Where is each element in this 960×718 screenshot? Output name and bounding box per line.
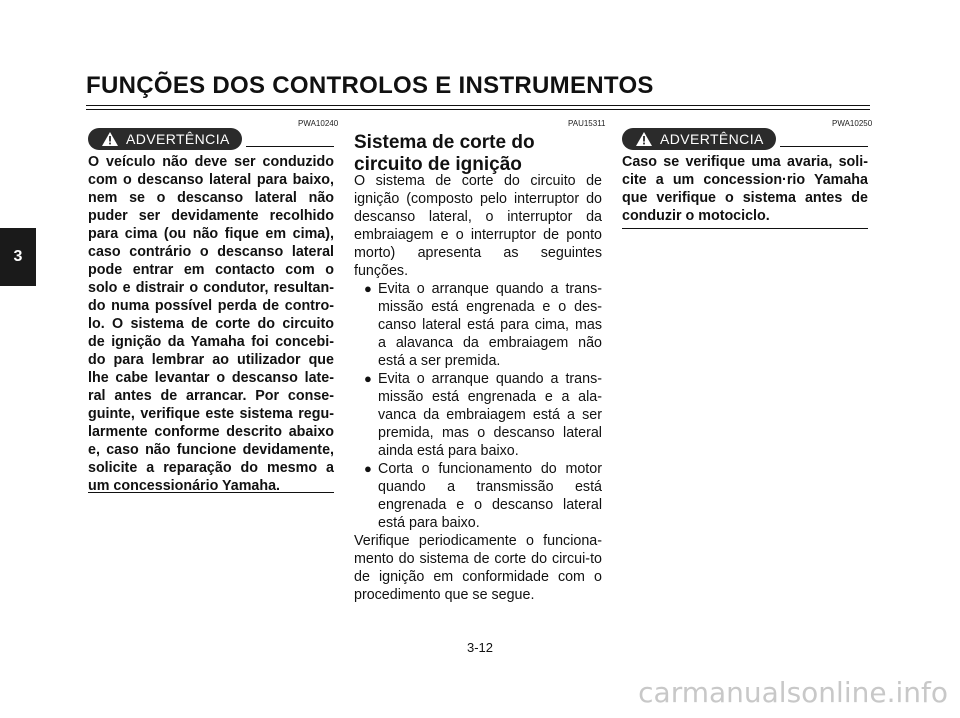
right-warning-badge [622, 128, 776, 150]
left-warning-badge [88, 128, 242, 150]
left-warning-label: ADVERTÊNCIA [126, 131, 230, 147]
page-number: 3-12 [466, 640, 494, 655]
function-list [354, 280, 602, 532]
list-item: ● Evita o arranque quando a trans-missão está engrenada e o des-canso lateral está para cima, mas a alavanca da embraiagem não está a ser premida. [364, 281, 602, 369]
left-warning-code: PWA10240 [298, 119, 339, 128]
section-body [354, 172, 602, 604]
left-warning-rule [246, 146, 334, 147]
warning-triangle-icon [102, 132, 118, 146]
right-warning-code: PWA10250 [832, 119, 873, 128]
bullet-icon: ● [364, 461, 372, 476]
list-item: ● Corta o funcionamento do motor quando a transmissão está engrenada e o descanso lateral está para baixo. [364, 461, 602, 531]
section-code: PAU15311 [568, 119, 606, 128]
left-warning-text: O veículo não deve ser conduzido com o descanso lateral para baixo, nem se o descanso lateral não puder ser devidamente recolhido para cima (ou não fique em cima), caso contrário o descanso lateral pode entrar em contacto com o solo e distrair o condutor, resultan-do numa possível perda de contro-lo. O sistema de corte do circuito de ignição da Yamaha foi concebi-do para lembrar ao utilizador que lhe cabe levantar o descanso late-ral antes de arrancar. Por conse-guinte, verifique este sistema regu-larmente conforme descrito abaixo e, caso não funcione devidamente, solicite a reparação do mesmo a um concessionário Yamaha. [88, 154, 334, 494]
page-header-title: FUNÇÕES DOS CONTROLOS E INSTRUMENTOS [86, 72, 654, 99]
right-warning-label: ADVERTÊNCIA [660, 131, 764, 147]
list-item: ● Evita o arranque quando a trans-missão está engrenada e a ala-vanca da embraiagem está a ser premida, mas o descanso lateral ainda está para baixo. [364, 371, 602, 459]
right-warning-rule [780, 146, 868, 147]
header-rule [86, 105, 870, 106]
section-title: Sistema de corte do circuito de ignição [354, 132, 535, 175]
bullet-icon: ● [364, 281, 372, 296]
bullet-icon: ● [364, 371, 372, 386]
section-intro: O sistema de corte do circuito de ignição (composto pelo interruptor do descanso lateral, o interruptor da embraiagem e o interruptor de ponto morto) apresenta as seguintes funções. [354, 173, 602, 279]
warning-triangle-icon [636, 132, 652, 146]
chapter-tab: 3 [0, 228, 36, 286]
header-rule [86, 109, 870, 110]
watermark: carmanualsonline.info [638, 676, 948, 709]
section-outro: Verifique periodicamente o funciona-mento do sistema de corte do circui-to de ignição em conformidade com o procedimento que se segue. [354, 533, 602, 603]
right-warning-text: Caso se verifique uma avaria, soli-cite a um concession·rio Yamaha que verifique o sistema antes de conduzir o motociclo. [622, 154, 868, 224]
right-warning-end-rule [622, 228, 868, 229]
left-warning-end-rule [88, 492, 334, 493]
